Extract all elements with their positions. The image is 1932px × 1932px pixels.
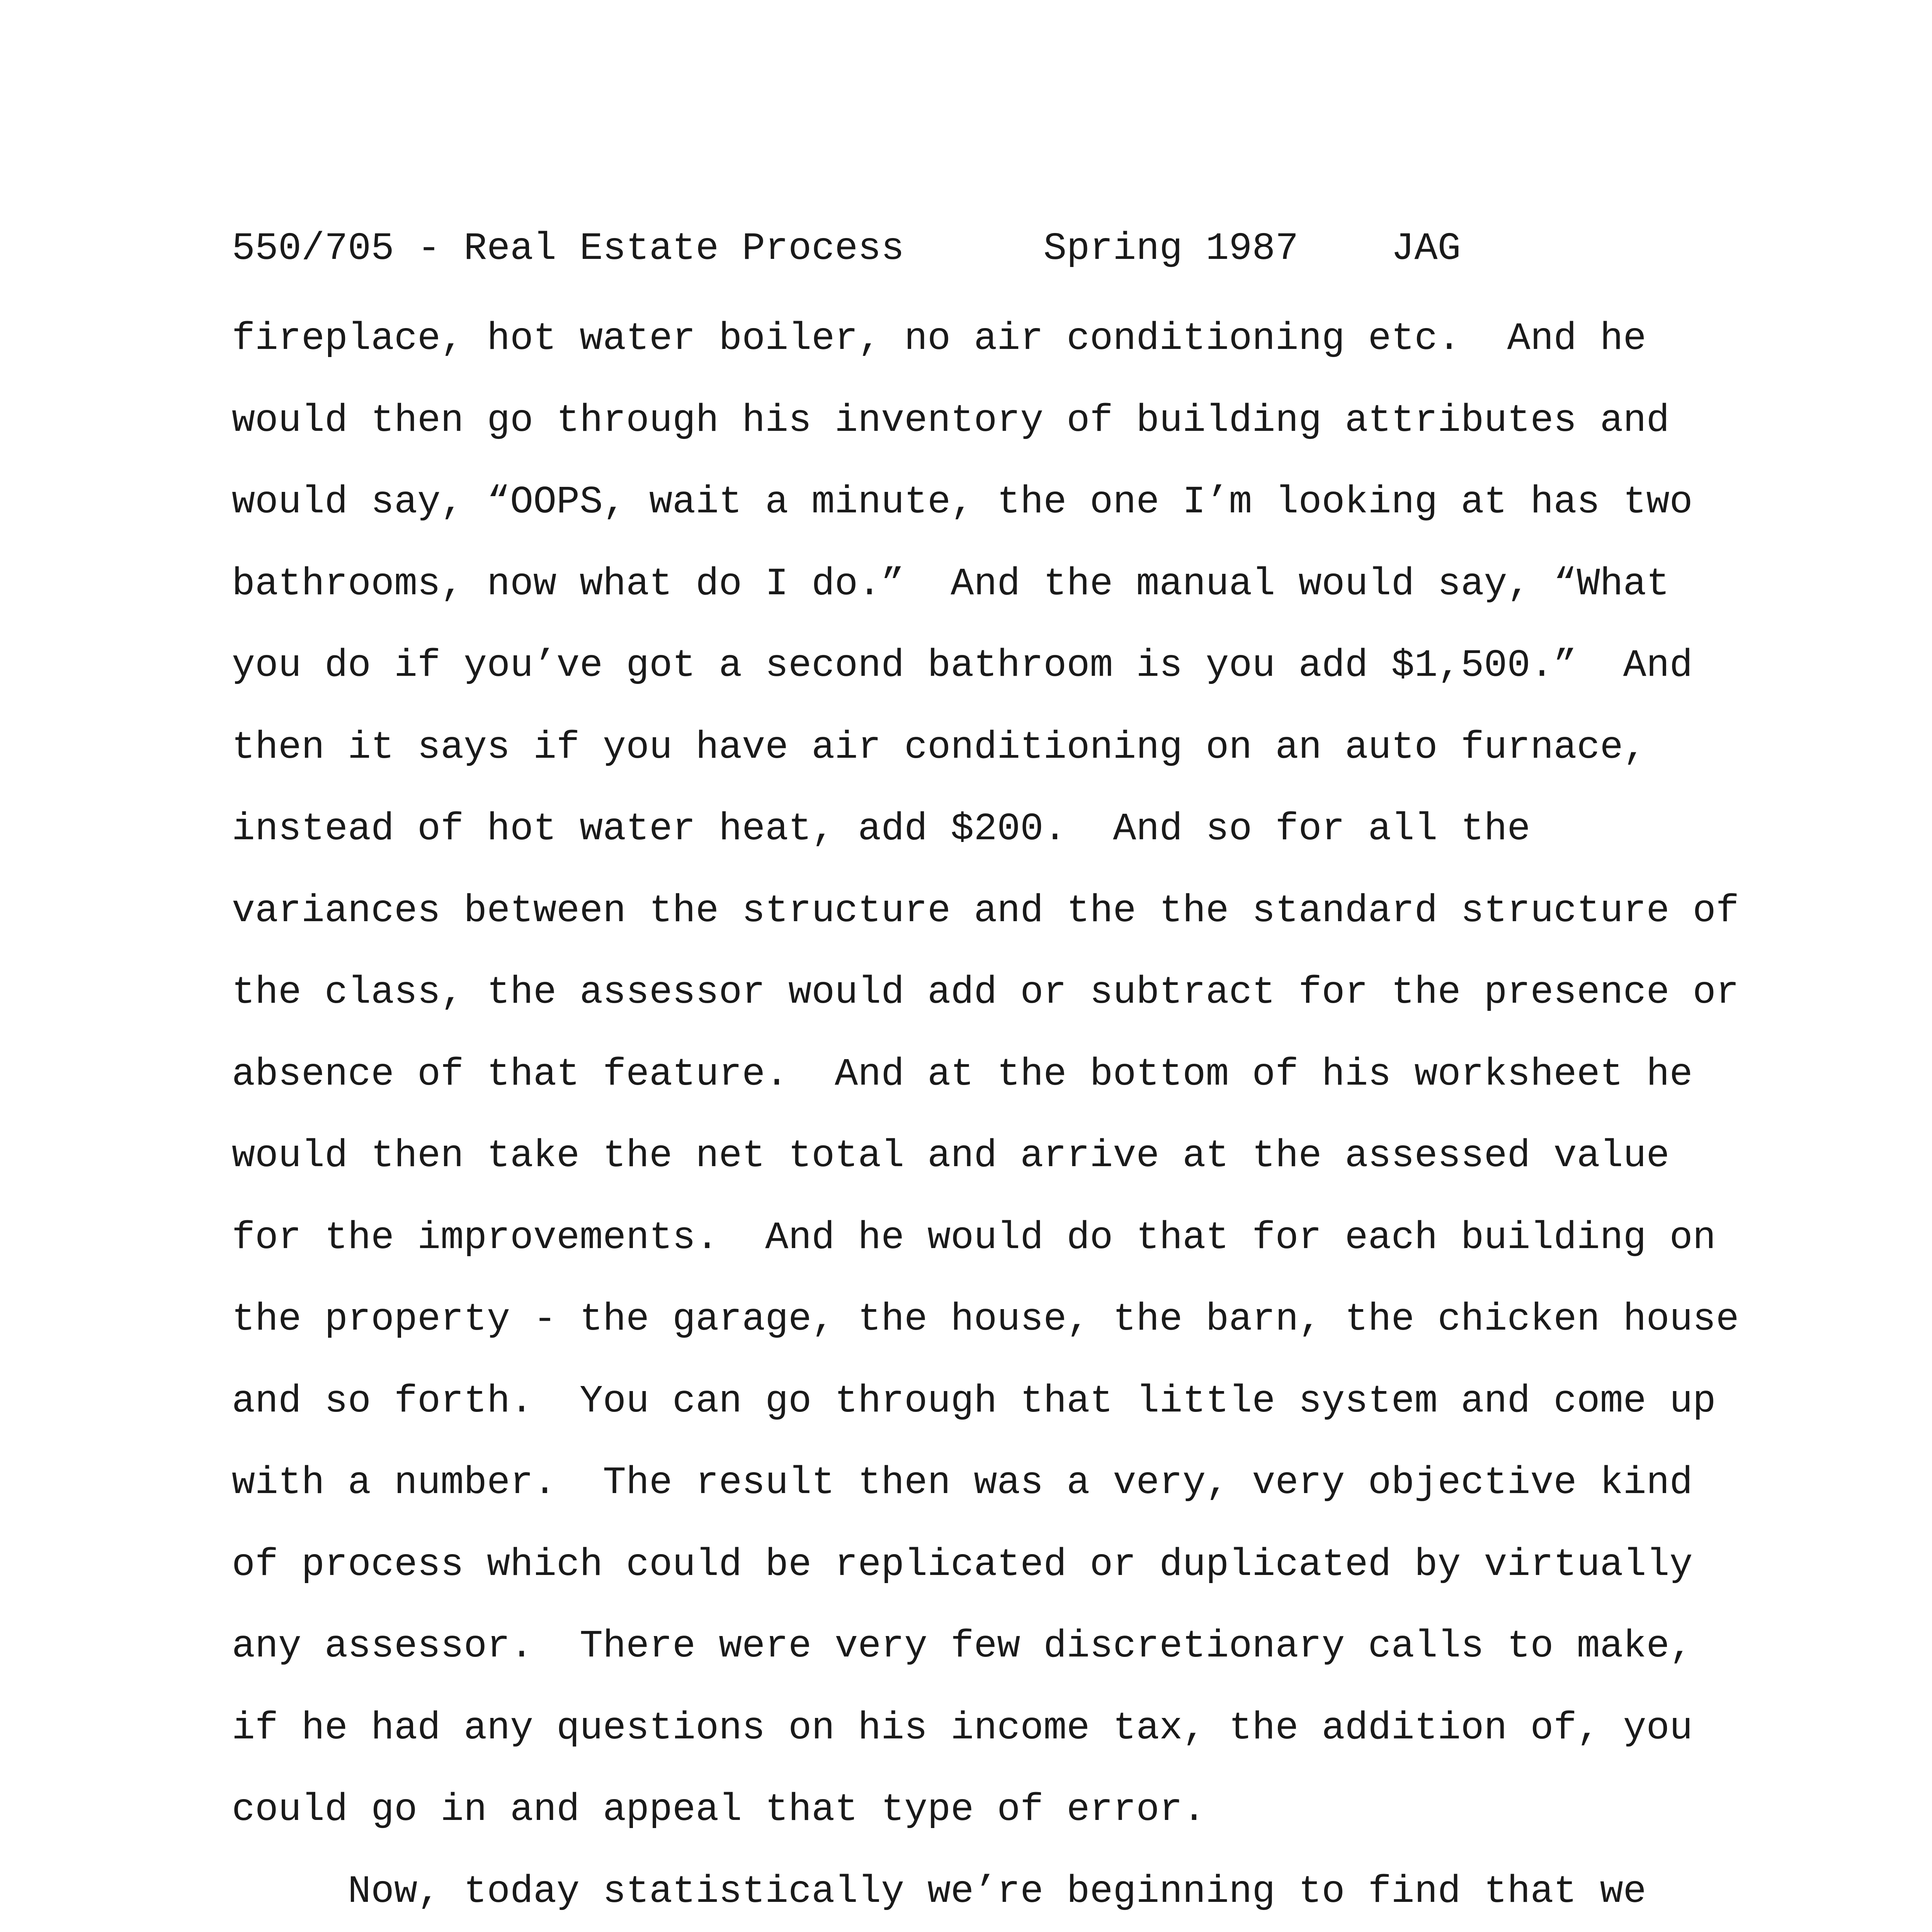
text-line: you do if you’ve got a second bathroom is you add $1,500.” And [232, 644, 1693, 688]
text-line: would then take the net total and arrive at the assessed value [232, 1134, 1670, 1178]
text-line: and so forth. You can go through that little system and come up [232, 1379, 1716, 1423]
text-line: variances between the structure and the the standard structure of [232, 889, 1739, 933]
text-line: absence of that feature. And at the bottom of his worksheet he [232, 1053, 1693, 1097]
text-line: could go in and appeal that type of error. [232, 1788, 1206, 1832]
text-line: with a number. The result then was a very, very objective kind [232, 1461, 1693, 1505]
text-line: instead of hot water heat, add $200. And so for all the [232, 808, 1531, 851]
page-header: 550/705 - Real Estate Process Spring 1987 JAG [232, 227, 1461, 271]
text-line: the property - the garage, the house, the barn, the chicken house [232, 1298, 1739, 1342]
text-line: of process which could be replicated or duplicated by virtually [232, 1543, 1693, 1587]
text-line: if he had any questions on his income tax, the addition of, you [232, 1706, 1693, 1750]
text-line: fireplace, hot water boiler, no air conditioning etc. And he [232, 317, 1646, 361]
text-line: bathrooms, now what do I do.” And the manual would say, “What [232, 562, 1670, 606]
text-line: would then go through his inventory of building attributes and [232, 399, 1670, 443]
text-line: for the improvements. And he would do that for each building on [232, 1216, 1716, 1260]
body-text [232, 298, 1777, 1932]
paragraph-start-line: Now, today statistically we’re beginning to find that we [232, 1870, 1646, 1914]
text-line: then it says if you have air conditioning on an auto furnace, [232, 726, 1646, 770]
text-line: any assessor. There were very few discretionary calls to make, [232, 1625, 1693, 1668]
text-line: would say, “OOPS, wait a minute, the one I’m looking at has two [232, 481, 1693, 524]
text-line: the class, the assessor would add or subtract for the presence or [232, 971, 1739, 1015]
